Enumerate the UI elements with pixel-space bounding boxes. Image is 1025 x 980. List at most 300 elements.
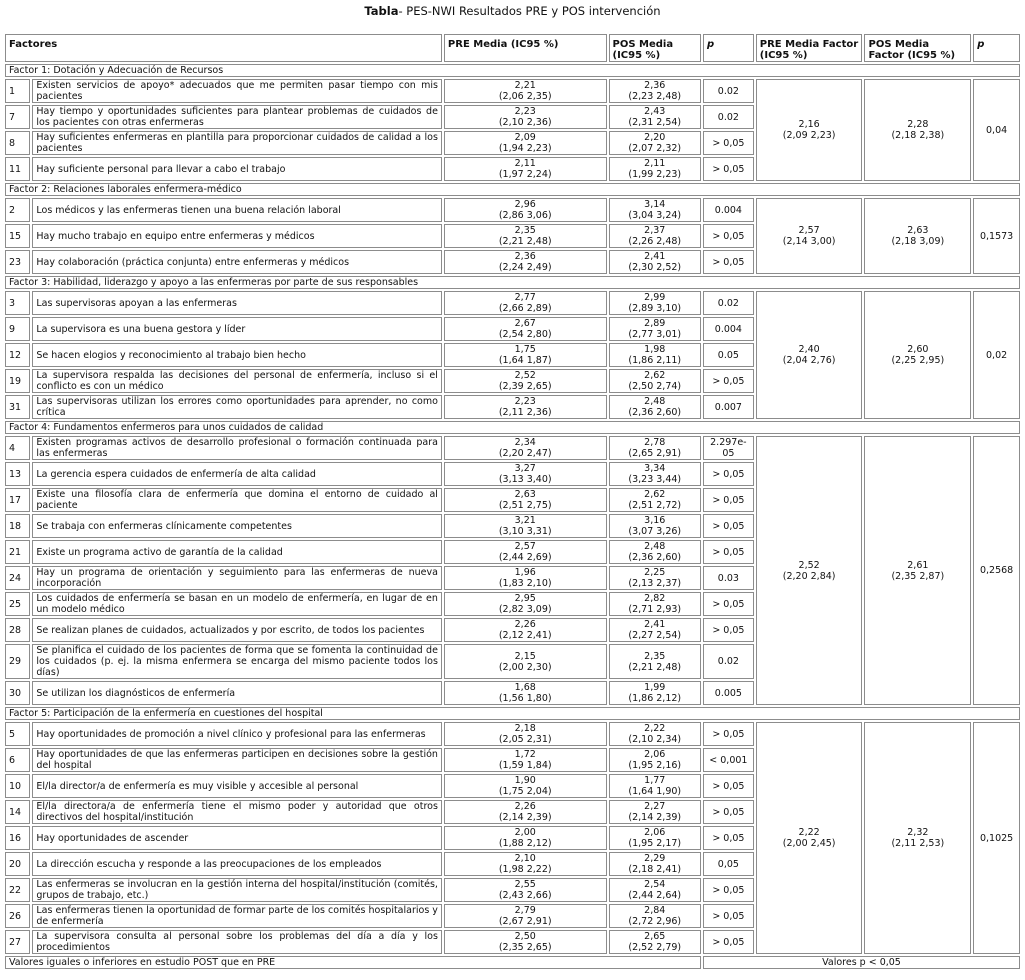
pre-media-cell	[444, 800, 607, 824]
pre-media-cell	[444, 681, 607, 705]
item-number: 13	[5, 462, 30, 486]
pre-media-cell	[444, 904, 607, 928]
pre-media-cell	[444, 395, 607, 419]
item-p-value: 2.297e-05	[703, 436, 754, 460]
ci-range: (2,11 2,53)	[891, 838, 945, 849]
mean-value: 1,77	[644, 775, 666, 786]
mean-value: 2,54	[644, 879, 666, 890]
pre-media-cell	[444, 748, 607, 772]
mean-value: 2,10	[514, 853, 536, 864]
header-pre-media: PRE Media (IC95 %)	[444, 34, 607, 62]
ci-range: (3,10 3,31)	[498, 526, 552, 537]
mean-value: 2,26	[514, 801, 536, 812]
item-number: 10	[5, 774, 30, 798]
pos-media-cell	[609, 852, 701, 876]
pos-media-cell	[609, 436, 701, 460]
factor-p-value: 0,1573	[973, 198, 1020, 274]
ci-range: (1,75 2,04)	[498, 786, 552, 797]
ci-range: (2,14 3,00)	[782, 236, 836, 247]
item-description: Se trabaja con enfermeras clínicamente competentes	[32, 514, 442, 538]
table-row	[5, 722, 1020, 746]
ci-range: (2,89 3,10)	[628, 303, 682, 314]
item-number: 14	[5, 800, 30, 824]
ci-range: (3,04 3,24)	[628, 210, 682, 221]
item-description: Existen programas activos de desarrollo profesional o formación continuada para las enfermeras	[32, 436, 442, 460]
item-description: El/la directora/a de enfermería tiene el mismo poder y autoridad que otros directivos del hospital/institución	[32, 800, 442, 824]
ci-range: (2,12 2,41)	[498, 630, 552, 641]
ci-range: (1,56 1,80)	[498, 693, 552, 704]
item-number: 31	[5, 395, 30, 419]
ci-range: (1,64 1,87)	[498, 355, 552, 366]
ci-range: (1,88 2,12)	[498, 838, 552, 849]
ci-range: (2,00 2,30)	[498, 661, 552, 673]
item-p-value: 0.02	[703, 79, 754, 103]
item-number: 25	[5, 592, 30, 616]
ci-range: (2,51 2,75)	[498, 500, 552, 511]
mean-value: 2,82	[644, 593, 666, 604]
table-row	[5, 436, 1020, 460]
item-p-value: > 0,05	[703, 224, 754, 248]
mean-value: 2,43	[644, 106, 666, 117]
table-title	[0, 4, 1025, 18]
item-p-value: 0.02	[703, 105, 754, 129]
ci-range: (2,05 2,31)	[498, 734, 552, 745]
header-p-factor: p	[973, 34, 1020, 62]
item-description: La supervisora consulta al personal sobre los problemas del día a día y los procedimientos	[32, 930, 442, 954]
pos-media-cell	[609, 224, 701, 248]
pre-media-cell	[444, 514, 607, 538]
header-row	[5, 34, 1020, 62]
mean-value: 1,75	[514, 344, 536, 355]
ci-range: (2,35 2,87)	[891, 570, 945, 582]
mean-value: 3,21	[514, 515, 536, 526]
pos-factor-cell	[864, 291, 971, 419]
pos-media-cell	[609, 462, 701, 486]
mean-value: 2,25	[644, 567, 666, 578]
item-number: 3	[5, 291, 30, 315]
ci-range: (2,23 2,48)	[628, 91, 682, 102]
factor-p-value: 0,02	[973, 291, 1020, 419]
pre-media-cell	[444, 317, 607, 341]
item-number: 2	[5, 198, 30, 222]
ci-range: (2,51 2,72)	[628, 500, 682, 511]
pos-media-cell	[609, 644, 701, 679]
ci-range: (3,07 3,26)	[628, 526, 682, 537]
pos-media-cell	[609, 250, 701, 274]
mean-value: 2,11	[514, 158, 536, 169]
mean-value: 2,57	[798, 225, 820, 236]
mean-value: 2,22	[798, 827, 820, 838]
pre-media-cell	[444, 592, 607, 616]
ci-range: (2,50 2,74)	[628, 381, 682, 392]
ci-range: (2,20 2,47)	[498, 448, 552, 459]
item-number: 23	[5, 250, 30, 274]
item-p-value: > 0,05	[703, 826, 754, 850]
ci-range: (2,77 3,01)	[628, 329, 682, 340]
ci-range: (2,44 2,69)	[498, 552, 552, 563]
footer-row	[5, 956, 1020, 969]
item-p-value: > 0,05	[703, 250, 754, 274]
item-description: La supervisora respalda las decisiones del personal de enfermería, incluso si el conflicto es con un médico	[32, 369, 442, 393]
pos-media-cell	[609, 105, 701, 129]
mean-value: 2,16	[798, 119, 820, 130]
pos-factor-cell	[864, 198, 971, 274]
ci-range: (2,06 2,35)	[498, 91, 552, 102]
mean-value: 2,99	[644, 292, 666, 303]
item-number: 29	[5, 644, 30, 679]
ci-range: (2,31 2,54)	[628, 117, 682, 128]
pre-factor-cell	[756, 722, 863, 954]
pre-media-cell	[444, 540, 607, 564]
ci-range: (2,07 2,32)	[628, 143, 682, 154]
ci-range: (1,95 2,17)	[628, 838, 682, 849]
mean-value: 3,27	[514, 463, 536, 474]
pre-media-cell	[444, 618, 607, 642]
ci-range: (2,18 2,38)	[891, 130, 945, 141]
item-description: El/la director/a de enfermería es muy visible y accesible al personal	[32, 774, 442, 798]
item-p-value: > 0,05	[703, 462, 754, 486]
pre-media-cell	[444, 105, 607, 129]
pos-media-cell	[609, 826, 701, 850]
item-p-value: > 0,05	[703, 774, 754, 798]
table-row	[5, 291, 1020, 315]
ci-range: (2,71 2,93)	[628, 604, 682, 615]
table-title-bold: Tabla	[364, 4, 399, 18]
item-description: Existe un programa activo de garantía de la calidad	[32, 540, 442, 564]
factor-p-value: 0,2568	[973, 436, 1020, 705]
pre-media-cell	[444, 343, 607, 367]
pre-media-cell	[444, 369, 607, 393]
pre-media-cell	[444, 826, 607, 850]
mean-value: 2,26	[514, 619, 536, 630]
mean-value: 2,89	[644, 318, 666, 329]
item-description: Existen servicios de apoyo* adecuados que me permiten pasar tiempo con mis pacientes	[32, 79, 442, 103]
pos-factor-cell	[864, 436, 971, 705]
ci-range: (1,86 2,12)	[628, 693, 682, 704]
item-number: 30	[5, 681, 30, 705]
ci-range: (1,64 1,90)	[628, 786, 682, 797]
ci-range: (2,24 2,49)	[498, 262, 552, 273]
table-row	[5, 198, 1020, 222]
pre-media-cell	[444, 291, 607, 315]
factor-p-value: 0,04	[973, 79, 1020, 181]
ci-range: (2,52 2,79)	[628, 942, 682, 953]
item-number: 9	[5, 317, 30, 341]
factor-row	[5, 183, 1020, 196]
ci-range: (2,10 2,34)	[628, 734, 682, 745]
mean-value: 2,37	[644, 225, 666, 236]
header-pos-media: POS Media (IC95 %)	[609, 34, 701, 62]
factor-row	[5, 421, 1020, 434]
header-p: p	[703, 34, 754, 62]
item-number: 26	[5, 904, 30, 928]
factor-title: Factor 1: Dotación y Adecuación de Recursos	[5, 64, 1020, 77]
mean-value: 2,06	[644, 827, 666, 838]
pos-media-cell	[609, 681, 701, 705]
pos-media-cell	[609, 369, 701, 393]
mean-value: 2,48	[644, 541, 666, 552]
mean-value: 2,48	[644, 396, 666, 407]
mean-value: 2,63	[514, 489, 536, 500]
item-p-value: > 0,05	[703, 618, 754, 642]
mean-value: 2,29	[644, 853, 666, 864]
ci-range: (1,59 1,84)	[498, 760, 552, 771]
ci-range: (2,39 2,65)	[498, 381, 552, 392]
item-p-value: > 0,05	[703, 131, 754, 155]
ci-range: (3,23 3,44)	[628, 474, 682, 485]
mean-value: 2,57	[514, 541, 536, 552]
pre-media-cell	[444, 198, 607, 222]
mean-value: 1,68	[514, 682, 536, 693]
ci-range: (2,36 2,60)	[628, 552, 682, 563]
ci-range: (1,83 2,10)	[498, 578, 552, 589]
mean-value: 2,15	[514, 650, 536, 662]
pos-media-cell	[609, 343, 701, 367]
mean-value: 3,16	[644, 515, 666, 526]
pos-media-cell	[609, 488, 701, 512]
ci-range: (2,26 2,48)	[628, 236, 682, 247]
mean-value: 2,62	[644, 370, 666, 381]
ci-range: (2,43 2,66)	[498, 890, 552, 901]
mean-value: 2,36	[514, 251, 536, 262]
item-p-value: > 0,05	[703, 904, 754, 928]
mean-value: 2,60	[907, 344, 929, 355]
ci-range: (2,09 2,23)	[782, 130, 836, 141]
pos-media-cell	[609, 79, 701, 103]
pos-media-cell	[609, 291, 701, 315]
table-body	[5, 64, 1020, 954]
item-p-value: 0.05	[703, 343, 754, 367]
mean-value: 2,67	[514, 318, 536, 329]
mean-value: 2,09	[514, 132, 536, 143]
item-number: 7	[5, 105, 30, 129]
item-p-value: > 0,05	[703, 514, 754, 538]
item-description: Hay oportunidades de promoción a nivel clínico y profesional para las enfermeras	[32, 722, 442, 746]
ci-range: (2,44 2,64)	[628, 890, 682, 901]
mean-value: 2,35	[514, 225, 536, 236]
pre-factor-cell	[756, 198, 863, 274]
factor-row	[5, 64, 1020, 77]
mean-value: 2,22	[644, 723, 666, 734]
mean-value: 2,20	[644, 132, 666, 143]
pre-media-cell	[444, 436, 607, 460]
mean-value: 1,72	[514, 749, 536, 760]
mean-value: 2,35	[644, 650, 666, 662]
item-description: La gerencia espera cuidados de enfermería de alta calidad	[32, 462, 442, 486]
ci-range: (2,14 2,39)	[628, 812, 682, 823]
ci-range: (2,27 2,54)	[628, 630, 682, 641]
item-number: 16	[5, 826, 30, 850]
ci-range: (2,10 2,36)	[498, 117, 552, 128]
item-description: Hay suficientes enfermeras en plantilla para proporcionar cuidados de calidad a los pacientes	[32, 131, 442, 155]
item-p-value: > 0,05	[703, 488, 754, 512]
table-title-text: - PES-NWI Resultados PRE y POS intervención	[398, 4, 661, 18]
pre-media-cell	[444, 852, 607, 876]
ci-range: (2,35 2,65)	[498, 942, 552, 953]
item-number: 6	[5, 748, 30, 772]
mean-value: 1,99	[644, 682, 666, 693]
pre-media-cell	[444, 250, 607, 274]
ci-range: (2,67 2,91)	[498, 916, 552, 927]
mean-value: 2,65	[644, 931, 666, 942]
pre-media-cell	[444, 224, 607, 248]
item-description: La supervisora es una buena gestora y líder	[32, 317, 442, 341]
mean-value: 2,11	[644, 158, 666, 169]
mean-value: 2,21	[514, 80, 536, 91]
pre-factor-cell	[756, 79, 863, 181]
item-p-value: 0.005	[703, 681, 754, 705]
mean-value: 2,36	[644, 80, 666, 91]
mean-value: 3,34	[644, 463, 666, 474]
mean-value: 2,55	[514, 879, 536, 890]
pre-media-cell	[444, 722, 607, 746]
mean-value: 3,14	[644, 199, 666, 210]
results-table	[3, 32, 1022, 971]
factor-title: Factor 3: Habilidad, liderazgo y apoyo a las enfermeras por parte de sus responsables	[5, 276, 1020, 289]
item-number: 5	[5, 722, 30, 746]
ci-range: (2,36 2,60)	[628, 407, 682, 418]
pos-media-cell	[609, 157, 701, 181]
factor-title: Factor 5: Participación de la enfermería en cuestiones del hospital	[5, 707, 1020, 720]
footer-right-note: Valores p < 0,05	[703, 956, 1020, 969]
item-p-value: < 0,001	[703, 748, 754, 772]
item-description: Se utilizan los diagnósticos de enfermería	[32, 681, 442, 705]
item-description: Se planifica el cuidado de los pacientes de forma que se fomenta la continuidad de los cuidados (p. ej. la misma enfermera se encarga del mismo paciente todos los días)	[32, 644, 442, 679]
pos-media-cell	[609, 131, 701, 155]
pre-factor-cell	[756, 436, 863, 705]
item-description: Las enfermeras se involucran en la gestión interna del hospital/institución (comités, grupos de trabajo, etc.)	[32, 878, 442, 902]
ci-range: (2,20 2,84)	[782, 570, 836, 582]
item-description: Los cuidados de enfermería se basan en un modelo de enfermería, en lugar de en un modelo médico	[32, 592, 442, 616]
item-description: Existe una filosofía clara de enfermería que domina el entorno de cuidado al paciente	[32, 488, 442, 512]
pos-factor-cell	[864, 722, 971, 954]
factor-p-value: 0,1025	[973, 722, 1020, 954]
item-description: Se realizan planes de cuidados, actualizados y por escrito, de todos los pacientes	[32, 618, 442, 642]
item-p-value: 0.004	[703, 198, 754, 222]
item-description: Hay oportunidades de que las enfermeras participen en decisiones sobre la gestión del hospital	[32, 748, 442, 772]
item-number: 28	[5, 618, 30, 642]
factor-title: Factor 2: Relaciones laborales enfermera-médico	[5, 183, 1020, 196]
factor-row	[5, 707, 1020, 720]
item-p-value: > 0,05	[703, 369, 754, 393]
item-p-value: > 0,05	[703, 800, 754, 824]
pos-media-cell	[609, 317, 701, 341]
ci-range: (1,98 2,22)	[498, 864, 552, 875]
pre-media-cell	[444, 644, 607, 679]
pre-media-cell	[444, 878, 607, 902]
item-number: 8	[5, 131, 30, 155]
header-pre-factor: PRE Media Factor (IC95 %)	[756, 34, 863, 62]
item-p-value: > 0,05	[703, 157, 754, 181]
pre-media-cell	[444, 79, 607, 103]
pos-media-cell	[609, 592, 701, 616]
pos-media-cell	[609, 930, 701, 954]
pos-media-cell	[609, 904, 701, 928]
item-number: 1	[5, 79, 30, 103]
item-number: 18	[5, 514, 30, 538]
pos-media-cell	[609, 566, 701, 590]
item-p-value: 0.004	[703, 317, 754, 341]
ci-range: (2,00 2,45)	[782, 838, 836, 849]
pre-media-cell	[444, 462, 607, 486]
ci-range: (1,99 2,23)	[628, 169, 682, 180]
item-description: La dirección escucha y responde a las preocupaciones de los empleados	[32, 852, 442, 876]
mean-value: 2,06	[644, 749, 666, 760]
ci-range: (1,94 2,23)	[498, 143, 552, 154]
ci-range: (1,97 2,24)	[498, 169, 552, 180]
mean-value: 1,90	[514, 775, 536, 786]
ci-range: (2,21 2,48)	[498, 236, 552, 247]
item-p-value: 0.02	[703, 291, 754, 315]
item-description: Las supervisoras apoyan a las enfermeras	[32, 291, 442, 315]
header-factores: Factores	[5, 34, 442, 62]
item-p-value: > 0,05	[703, 878, 754, 902]
item-number: 4	[5, 436, 30, 460]
pre-media-cell	[444, 157, 607, 181]
mean-value: 2,62	[644, 489, 666, 500]
pos-factor-cell	[864, 79, 971, 181]
mean-value: 2,27	[644, 801, 666, 812]
item-description: Hay un programa de orientación y seguimiento para las enfermeras de nueva incorporación	[32, 566, 442, 590]
mean-value: 2,00	[514, 827, 536, 838]
item-number: 22	[5, 878, 30, 902]
item-p-value: 0.02	[703, 644, 754, 679]
mean-value: 1,96	[514, 567, 536, 578]
mean-value: 2,23	[514, 396, 536, 407]
pre-factor-cell	[756, 291, 863, 419]
item-number: 27	[5, 930, 30, 954]
ci-range: (1,95 2,16)	[628, 760, 682, 771]
mean-value: 2,41	[644, 619, 666, 630]
item-description: Hay colaboración (práctica conjunta) entre enfermeras y médicos	[32, 250, 442, 274]
pre-media-cell	[444, 930, 607, 954]
factor-row	[5, 276, 1020, 289]
item-p-value: > 0,05	[703, 540, 754, 564]
header-pos-factor: POS Media Factor (IC95 %)	[864, 34, 971, 62]
item-p-value: > 0,05	[703, 722, 754, 746]
item-p-value: > 0,05	[703, 592, 754, 616]
mean-value: 2,32	[907, 827, 929, 838]
mean-value: 2,18	[514, 723, 536, 734]
mean-value: 2,50	[514, 931, 536, 942]
pre-media-cell	[444, 488, 607, 512]
item-p-value: 0.007	[703, 395, 754, 419]
mean-value: 2,40	[798, 344, 820, 355]
item-p-value: 0,05	[703, 852, 754, 876]
mean-value: 2,52	[798, 559, 820, 571]
mean-value: 2,41	[644, 251, 666, 262]
item-number: 12	[5, 343, 30, 367]
mean-value: 2,23	[514, 106, 536, 117]
item-number: 15	[5, 224, 30, 248]
pos-media-cell	[609, 514, 701, 538]
item-number: 20	[5, 852, 30, 876]
mean-value: 2,28	[907, 119, 929, 130]
table-row	[5, 79, 1020, 103]
pos-media-cell	[609, 748, 701, 772]
ci-range: (2,54 2,80)	[498, 329, 552, 340]
pos-media-cell	[609, 800, 701, 824]
ci-range: (2,11 2,36)	[498, 407, 552, 418]
item-number: 17	[5, 488, 30, 512]
ci-range: (2,86 3,06)	[498, 210, 552, 221]
pos-media-cell	[609, 198, 701, 222]
ci-range: (2,25 2,95)	[891, 355, 945, 366]
footer-left-note: Valores iguales o inferiores en estudio POST que en PRE	[5, 956, 701, 969]
ci-range: (2,21 2,48)	[628, 661, 682, 673]
item-p-value: > 0,05	[703, 930, 754, 954]
pos-media-cell	[609, 618, 701, 642]
